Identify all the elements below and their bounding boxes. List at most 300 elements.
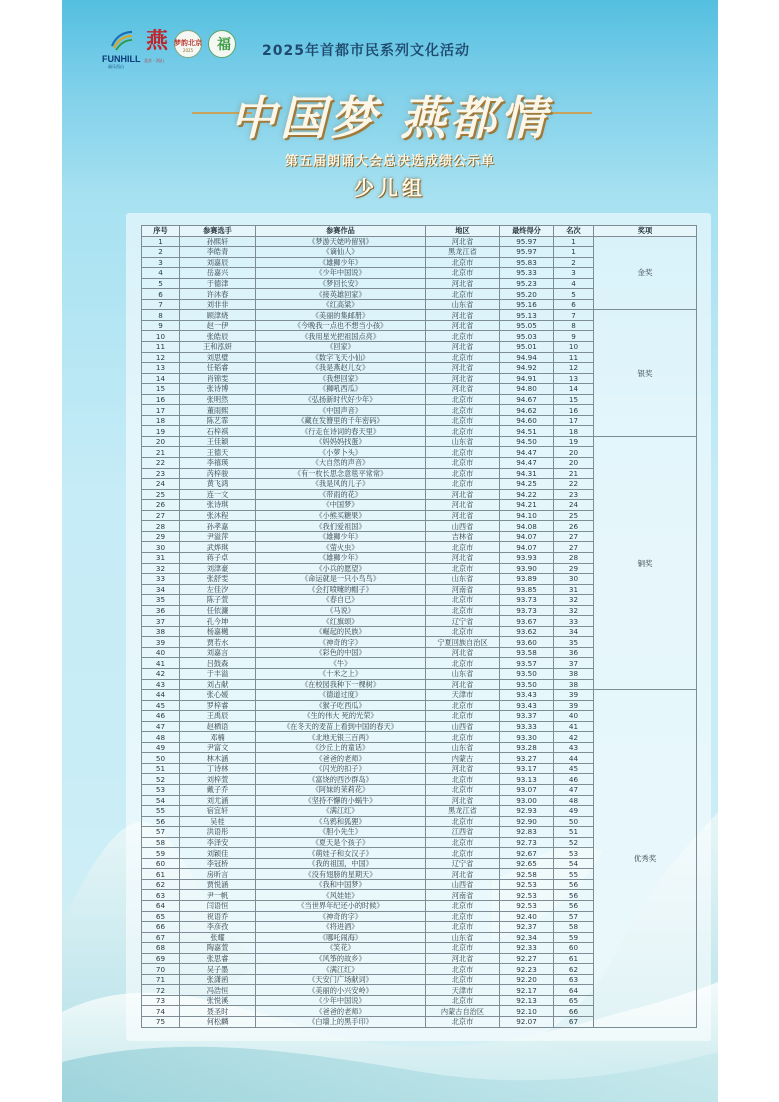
cell-region: 北京市: [426, 426, 500, 437]
cell-contestant: 于德津: [180, 278, 256, 289]
cell-work: 《命运就是一只小鸟鸟》: [256, 574, 426, 585]
cell-index: 26: [142, 500, 180, 511]
cell-index: 17: [142, 405, 180, 416]
cell-score: 92.17: [500, 985, 554, 996]
cell-score: 94.21: [500, 500, 554, 511]
cell-score: 93.13: [500, 774, 554, 785]
cell-region: 北京市: [426, 289, 500, 300]
cell-index: 55: [142, 806, 180, 817]
cell-work: 《小熊买糖果》: [256, 510, 426, 521]
cell-contestant: 吕鼓森: [180, 658, 256, 669]
cell-index: 10: [142, 331, 180, 342]
cell-rank: 49: [554, 806, 594, 817]
cell-work: 《在冬天的麦苗上看到中国的春天》: [256, 721, 426, 732]
cell-work: 《满江红》: [256, 806, 426, 817]
cell-score: 94.50: [500, 436, 554, 447]
cell-region: 内蒙古: [426, 753, 500, 764]
cell-index: 20: [142, 436, 180, 447]
cell-work: 《我们爱祖国》: [256, 521, 426, 532]
cell-region: 河北省: [426, 763, 500, 774]
cell-work: 《藏在发簪里的千年密码》: [256, 415, 426, 426]
col-header-region: 地区: [426, 226, 500, 237]
cell-work: 《白墙上的黑手印》: [256, 1017, 426, 1028]
cell-contestant: 黄飞鸿: [180, 479, 256, 490]
cell-work: 《有一枚长思念意毯平常常》: [256, 468, 426, 479]
cell-index: 62: [142, 879, 180, 890]
cell-score: 94.22: [500, 489, 554, 500]
cell-index: 68: [142, 943, 180, 954]
cell-contestant: 何松麟: [180, 1017, 256, 1028]
cell-score: 92.33: [500, 943, 554, 954]
cell-region: 北京市: [426, 458, 500, 469]
cell-contestant: 李皓青: [180, 247, 256, 258]
cell-contestant: 顾津烧: [180, 310, 256, 321]
cell-work: 《萌娃子和女汉子》: [256, 848, 426, 859]
cell-work: 《没有翅膀的星期天》: [256, 869, 426, 880]
cell-score: 95.16: [500, 299, 554, 310]
cell-work: 《谪仙人》: [256, 247, 426, 258]
cell-work: 《德道过度》: [256, 690, 426, 701]
cell-work: 《爸爸的老师》: [256, 753, 426, 764]
cell-rank: 39: [554, 690, 594, 701]
cell-work: 《雄狮少年》: [256, 257, 426, 268]
cell-score: 93.28: [500, 742, 554, 753]
cell-contestant: 孔今坤: [180, 616, 256, 627]
cell-work: 《梦游天姥吟留别》: [256, 236, 426, 247]
cell-contestant: 董雨熙: [180, 405, 256, 416]
mengyun-logo-text: 梦韵北京: [174, 39, 202, 47]
cell-work: 《萤火虫》: [256, 542, 426, 553]
cell-work: 《夏天是个孩子》: [256, 837, 426, 848]
cell-rank: 67: [554, 1017, 594, 1028]
cell-contestant: 任依濂: [180, 605, 256, 616]
cell-rank: 11: [554, 352, 594, 363]
cell-work: 《狮吼西瓜》: [256, 384, 426, 395]
cell-work: 《弘扬新时代好少年》: [256, 394, 426, 405]
cell-region: 吉林省: [426, 531, 500, 542]
cell-contestant: 洪语彤: [180, 827, 256, 838]
cell-rank: 65: [554, 995, 594, 1006]
cell-work: 《当世界年纪还小的时候》: [256, 901, 426, 912]
cell-index: 58: [142, 837, 180, 848]
cell-contestant: 许沐春: [180, 289, 256, 300]
cell-work: 《我想回家》: [256, 373, 426, 384]
cell-work: 《今晚我一点也不想当小孩》: [256, 320, 426, 331]
cell-index: 4: [142, 268, 180, 279]
cell-contestant: 王德天: [180, 447, 256, 458]
cell-rank: 56: [554, 879, 594, 890]
cell-score: 94.62: [500, 405, 554, 416]
cell-rank: 55: [554, 869, 594, 880]
results-table: [141, 225, 697, 1028]
cell-rank: 50: [554, 816, 594, 827]
cell-rank: 37: [554, 658, 594, 669]
cell-rank: 38: [554, 668, 594, 679]
poster-background: [62, 0, 718, 1102]
cell-region: 山东省: [426, 668, 500, 679]
cell-award: 银奖: [594, 310, 697, 437]
cell-index: 48: [142, 732, 180, 743]
cell-index: 11: [142, 342, 180, 353]
cell-contestant: 张思睿: [180, 953, 256, 964]
cell-rank: 9: [554, 331, 594, 342]
cell-index: 42: [142, 668, 180, 679]
cell-index: 69: [142, 953, 180, 964]
col-header-index: 序号: [142, 226, 180, 237]
funhill-logo: [102, 28, 142, 68]
cell-region: 山东省: [426, 574, 500, 585]
cell-contestant: 邓楠: [180, 732, 256, 743]
cell-region: 辽宁省: [426, 616, 500, 627]
cell-work: 《带雨的花》: [256, 489, 426, 500]
cell-contestant: 张沐程: [180, 510, 256, 521]
cell-contestant: 尹富文: [180, 742, 256, 753]
cell-score: 94.51: [500, 426, 554, 437]
cell-region: 北京市: [426, 605, 500, 616]
main-calligraphy-title: 中国梦 燕都情: [229, 91, 550, 145]
cell-work: 《我用星光把祖国点亮》: [256, 331, 426, 342]
cell-region: 黑龙江省: [426, 247, 500, 258]
cell-work: 《猴子吃西瓜》: [256, 700, 426, 711]
cell-index: 34: [142, 584, 180, 595]
cell-score: 93.60: [500, 637, 554, 648]
green-seal-logo: [208, 28, 242, 68]
cell-score: 95.33: [500, 268, 554, 279]
cell-score: 93.27: [500, 753, 554, 764]
cell-contestant: 刘梓萱: [180, 774, 256, 785]
cell-work: 《神奇的字》: [256, 911, 426, 922]
cell-work: 《小萝卜头》: [256, 447, 426, 458]
cell-index: 1: [142, 236, 180, 247]
cell-region: 北京市: [426, 595, 500, 606]
cell-contestant: 李冠桥: [180, 858, 256, 869]
cell-score: 93.43: [500, 690, 554, 701]
cell-score: 92.20: [500, 974, 554, 985]
cell-work: 《红旗颂》: [256, 616, 426, 627]
cell-score: 95.97: [500, 236, 554, 247]
cell-work: 《神奇的字》: [256, 637, 426, 648]
cell-index: 37: [142, 616, 180, 627]
cell-work: 《回家》: [256, 342, 426, 353]
cell-contestant: 张诗琪: [180, 500, 256, 511]
cell-rank: 25: [554, 510, 594, 521]
cell-contestant: 张心媛: [180, 690, 256, 701]
cell-award: 优秀奖: [594, 690, 697, 1028]
cell-rank: 26: [554, 521, 594, 532]
cell-region: 河北省: [426, 795, 500, 806]
cell-score: 92.58: [500, 869, 554, 880]
cell-work: 《马说》: [256, 605, 426, 616]
cell-rank: 47: [554, 784, 594, 795]
cell-rank: 38: [554, 679, 594, 690]
cell-work: 《我是燕赵儿女》: [256, 363, 426, 374]
cell-region: 河北省: [426, 500, 500, 511]
cell-index: 15: [142, 384, 180, 395]
cell-region: 内蒙古自治区: [426, 1006, 500, 1017]
cell-rank: 58: [554, 922, 594, 933]
cell-rank: 27: [554, 542, 594, 553]
cell-contestant: 尹一帆: [180, 890, 256, 901]
cell-score: 94.80: [500, 384, 554, 395]
cell-score: 92.67: [500, 848, 554, 859]
cell-index: 5: [142, 278, 180, 289]
cell-score: 94.08: [500, 521, 554, 532]
cell-index: 74: [142, 1006, 180, 1017]
cell-score: 93.90: [500, 563, 554, 574]
cell-index: 6: [142, 289, 180, 300]
cell-contestant: 贾若水: [180, 637, 256, 648]
cell-rank: 20: [554, 447, 594, 458]
cell-score: 93.58: [500, 647, 554, 658]
cell-region: 河北省: [426, 679, 500, 690]
cell-rank: 27: [554, 531, 594, 542]
table-row: [142, 236, 697, 247]
cell-contestant: 肖锦雯: [180, 373, 256, 384]
cell-contestant: 张诗博: [180, 384, 256, 395]
cell-score: 93.30: [500, 732, 554, 743]
cell-region: 北京市: [426, 700, 500, 711]
cell-rank: 32: [554, 595, 594, 606]
page-header: [62, 24, 718, 74]
cell-rank: 15: [554, 394, 594, 405]
cell-work: 《中国梦》: [256, 500, 426, 511]
cell-region: 北京市: [426, 257, 500, 268]
cell-contestant: 张明然: [180, 394, 256, 405]
cell-region: 山东省: [426, 299, 500, 310]
cell-rank: 53: [554, 848, 594, 859]
cell-score: 93.73: [500, 595, 554, 606]
cell-index: 36: [142, 605, 180, 616]
cell-score: 92.90: [500, 816, 554, 827]
cell-region: 山西省: [426, 521, 500, 532]
cell-region: 北京市: [426, 774, 500, 785]
cell-score: 95.83: [500, 257, 554, 268]
cell-score: 92.27: [500, 953, 554, 964]
cell-rank: 29: [554, 563, 594, 574]
cell-work: 《在校园我种下一棵树》: [256, 679, 426, 690]
cell-work: 《会打喷嚏的帽子》: [256, 584, 426, 595]
cell-region: 北京市: [426, 352, 500, 363]
cell-rank: 14: [554, 384, 594, 395]
cell-rank: 32: [554, 605, 594, 616]
cell-index: 40: [142, 647, 180, 658]
cell-contestant: 刘颖佳: [180, 848, 256, 859]
cell-region: 北京市: [426, 901, 500, 912]
cell-region: 山东省: [426, 932, 500, 943]
cell-rank: 19: [554, 436, 594, 447]
cell-score: 92.23: [500, 964, 554, 975]
cell-score: 92.37: [500, 922, 554, 933]
cell-index: 23: [142, 468, 180, 479]
cell-contestant: 孙孝嘉: [180, 521, 256, 532]
cell-region: 河南省: [426, 890, 500, 901]
cell-score: 94.67: [500, 394, 554, 405]
cell-index: 52: [142, 774, 180, 785]
event-series-title: 2025年首都市民系列文化活动: [262, 43, 470, 59]
cell-score: 92.83: [500, 827, 554, 838]
cell-score: 92.13: [500, 995, 554, 1006]
cell-score: 94.47: [500, 458, 554, 469]
cell-contestant: 房昕言: [180, 869, 256, 880]
cell-region: 河南省: [426, 584, 500, 595]
cell-contestant: 冯浩恒: [180, 985, 256, 996]
cell-score: 94.07: [500, 542, 554, 553]
cell-index: 35: [142, 595, 180, 606]
cell-rank: 21: [554, 468, 594, 479]
col-header-contestant: 参赛选手: [180, 226, 256, 237]
cell-rank: 20: [554, 458, 594, 469]
cell-work: 《红高粱》: [256, 299, 426, 310]
cell-score: 93.89: [500, 574, 554, 585]
cell-rank: 23: [554, 489, 594, 500]
cell-index: 32: [142, 563, 180, 574]
cell-work: 《少年中国说》: [256, 268, 426, 279]
cell-rank: 34: [554, 626, 594, 637]
cell-region: 北京市: [426, 922, 500, 933]
cell-rank: 2: [554, 257, 594, 268]
cell-region: 北京市: [426, 974, 500, 985]
cell-work: 《春自已》: [256, 595, 426, 606]
cell-index: 50: [142, 753, 180, 764]
cell-work: 《沙丘上的童话》: [256, 742, 426, 753]
cell-index: 59: [142, 848, 180, 859]
cell-score: 92.53: [500, 890, 554, 901]
cell-work: 《满江红》: [256, 964, 426, 975]
cell-rank: 36: [554, 647, 594, 658]
funhill-wordmark: FUNHILL: [102, 54, 141, 64]
cell-score: 93.33: [500, 721, 554, 732]
cell-region: 河北省: [426, 236, 500, 247]
cell-score: 93.57: [500, 658, 554, 669]
cell-rank: 43: [554, 742, 594, 753]
cell-index: 73: [142, 995, 180, 1006]
cell-work: 《崛起的民族》: [256, 626, 426, 637]
cell-contestant: 聂圣时: [180, 1006, 256, 1017]
cell-contestant: 李禧瑛: [180, 458, 256, 469]
cell-rank: 30: [554, 574, 594, 585]
cell-rank: 64: [554, 985, 594, 996]
cell-region: 山东省: [426, 742, 500, 753]
cell-score: 94.91: [500, 373, 554, 384]
cell-contestant: 陶嘉萱: [180, 943, 256, 954]
cell-score: 94.10: [500, 510, 554, 521]
cell-index: 64: [142, 901, 180, 912]
cell-score: 92.53: [500, 901, 554, 912]
cell-index: 45: [142, 700, 180, 711]
cell-contestant: 王禹辰: [180, 711, 256, 722]
cell-region: 北京市: [426, 816, 500, 827]
cell-contestant: 李彦孜: [180, 922, 256, 933]
cell-rank: 33: [554, 616, 594, 627]
cell-index: 47: [142, 721, 180, 732]
funhill-subtext: 福乐西山: [108, 64, 124, 69]
col-header-rank: 名次: [554, 226, 594, 237]
cell-rank: 7: [554, 310, 594, 321]
cell-region: 北京市: [426, 943, 500, 954]
cell-score: 93.50: [500, 668, 554, 679]
cell-work: 《乌鸦和狐狸》: [256, 816, 426, 827]
cell-score: 94.60: [500, 415, 554, 426]
mengyun-beijing-logo: [174, 28, 204, 68]
cell-contestant: 蒋子卓: [180, 552, 256, 563]
cell-contestant: 左佳汐: [180, 584, 256, 595]
cell-rank: 22: [554, 479, 594, 490]
cell-work: 《天安门广场献词》: [256, 974, 426, 985]
cell-index: 54: [142, 795, 180, 806]
cell-work: 《彩色的中国》: [256, 647, 426, 658]
cell-region: 北京市: [426, 658, 500, 669]
cell-score: 92.34: [500, 932, 554, 943]
table-row: [142, 310, 697, 321]
cell-index: 7: [142, 299, 180, 310]
cell-contestant: 赵一伊: [180, 320, 256, 331]
cell-region: 山东省: [426, 436, 500, 447]
cell-contestant: 刘嘉言: [180, 647, 256, 658]
cell-index: 16: [142, 394, 180, 405]
cell-contestant: 张潇函: [180, 974, 256, 985]
cell-index: 12: [142, 352, 180, 363]
table-row: [142, 436, 697, 447]
funhill-swoosh-icon: [110, 28, 134, 52]
cell-rank: 18: [554, 426, 594, 437]
cell-region: 山西省: [426, 879, 500, 890]
cell-rank: 66: [554, 1006, 594, 1017]
cell-region: 北京市: [426, 837, 500, 848]
cell-region: 天津市: [426, 985, 500, 996]
cell-index: 63: [142, 890, 180, 901]
cell-contestant: 张耀: [180, 932, 256, 943]
cell-work: 《风娃娃》: [256, 890, 426, 901]
cell-index: 3: [142, 257, 180, 268]
table-body: [142, 236, 697, 1027]
cell-contestant: 陈子萱: [180, 595, 256, 606]
cell-score: 92.40: [500, 911, 554, 922]
cell-contestant: 张皓辰: [180, 331, 256, 342]
cell-index: 46: [142, 711, 180, 722]
cell-score: 93.43: [500, 700, 554, 711]
cell-region: 北京市: [426, 405, 500, 416]
cell-score: 94.25: [500, 479, 554, 490]
cell-index: 61: [142, 869, 180, 880]
cell-region: 北京市: [426, 995, 500, 1006]
results-subtitle: 第五届朗诵大会总决选成绩公示单: [284, 154, 495, 169]
cell-work: 《胆小先生》: [256, 827, 426, 838]
cell-contestant: 王佳颖: [180, 436, 256, 447]
cell-work: 《中国声音》: [256, 405, 426, 416]
cell-work: 《阿妹的茉莉花》: [256, 784, 426, 795]
cell-work: 《生的伟大 死的光荣》: [256, 711, 426, 722]
cell-contestant: 刘津豪: [180, 563, 256, 574]
cell-score: 94.94: [500, 352, 554, 363]
cell-work: 《风筝的故乡》: [256, 953, 426, 964]
cell-region: 北京市: [426, 964, 500, 975]
cell-contestant: 贾悦涵: [180, 879, 256, 890]
cell-region: 北京市: [426, 563, 500, 574]
cell-index: 67: [142, 932, 180, 943]
cell-contestant: 赵栖语: [180, 721, 256, 732]
cell-rank: 42: [554, 732, 594, 743]
cell-score: 95.05: [500, 320, 554, 331]
cell-work: 《坚持不懈的小蜗牛》: [256, 795, 426, 806]
cell-score: 93.07: [500, 784, 554, 795]
cell-rank: 44: [554, 753, 594, 764]
results-table-panel: [126, 213, 711, 1041]
cell-region: 北京市: [426, 331, 500, 342]
cell-rank: 12: [554, 363, 594, 374]
cell-rank: 16: [554, 405, 594, 416]
cell-rank: 41: [554, 721, 594, 732]
table-header-row: [142, 226, 697, 237]
